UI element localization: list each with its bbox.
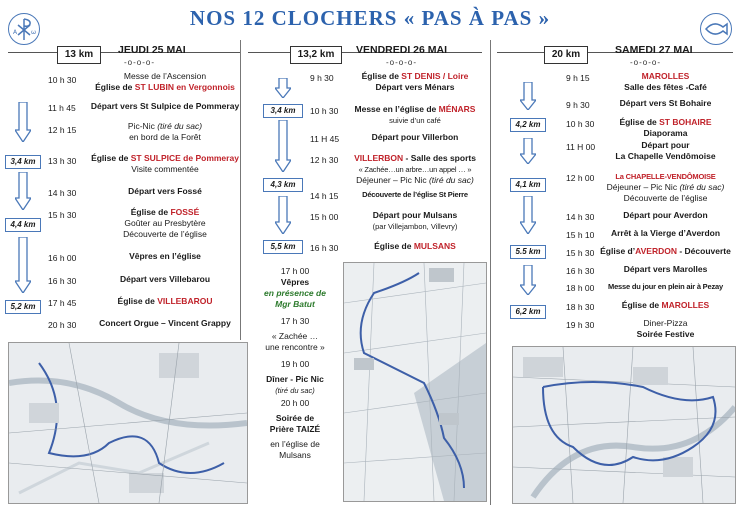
day2-km-box: 13,2 km	[290, 46, 342, 64]
day1-label: JEUDI 25 MAI	[118, 44, 186, 56]
day3-time: 15 h 10	[566, 230, 595, 240]
day1-activity: Pic-Nic (tiré du sac) en bord de la Forêt	[127, 121, 203, 142]
day1-time: 12 h 15	[48, 125, 77, 135]
day2-time: 16 h 30	[310, 243, 339, 253]
day3-leg-4: 6,2 km	[510, 305, 546, 319]
arrow-down-icon	[520, 265, 536, 300]
day3-activity: Église de MAROLLES	[621, 300, 710, 310]
day3-leg-3: 5.5 km	[510, 245, 546, 259]
svg-text:ω: ω	[31, 29, 37, 36]
day2-leg-1: 3,4 km	[263, 104, 303, 118]
day2-time: 14 h 15	[310, 191, 339, 201]
svg-text:A: A	[13, 29, 18, 36]
day1-time: 15 h 30	[48, 210, 77, 220]
map-day2	[343, 262, 487, 502]
day1-km-box: 13 km	[57, 46, 101, 64]
day3-leg-2: 4,1 km	[510, 178, 546, 192]
day3-activity: Départ pour Averdon	[623, 210, 708, 220]
arrow-down-icon	[15, 102, 31, 147]
day1-time: 11 h 45	[48, 103, 76, 113]
day2-activity: Église de MULSANS	[374, 241, 456, 251]
day3-activity: Église d’AVERDON - Découverte	[600, 246, 731, 256]
day1-leg-3: 5,2 km	[5, 300, 41, 314]
day3-activity: Arrêt à la Vierge d’Averdon	[610, 228, 721, 238]
day2-label: VENDREDI 26 MAI	[356, 44, 448, 56]
fish-icon	[700, 13, 732, 45]
arrow-down-icon	[520, 196, 536, 239]
day3-activity: Départ vers St Bohaire	[619, 98, 712, 108]
day3-time: 9 h 15	[566, 73, 590, 83]
day2-activity: Découverte de l’église St Pierre	[362, 190, 468, 199]
day3-deco: -o-o-o-	[630, 58, 662, 67]
day2-time: 9 h 30	[310, 73, 334, 83]
day1-activity: Église de ST SULPICE de Pommeray Visite commentée	[91, 153, 239, 174]
arrow-down-icon	[520, 138, 536, 169]
day1-time: 20 h 30	[48, 320, 77, 330]
day3-time: 9 h 30	[566, 100, 590, 110]
day1-time: 14 h 30	[48, 188, 77, 198]
arrow-down-icon	[15, 172, 31, 215]
day1-activity: Départ vers Fossé	[128, 186, 202, 196]
day3-km-box: 20 km	[544, 46, 588, 64]
day2-activity: Messe en l’église de MÉNARS suivie d’un café	[354, 104, 476, 125]
day3-time: 14 h 30	[566, 212, 595, 222]
map-day1	[8, 342, 248, 504]
day1-activity: Concert Orgue – Vincent Grappy	[99, 318, 231, 328]
day1-activity: Vêpres en l’église	[129, 251, 201, 261]
day2-leg-3: 5,5 km	[263, 240, 303, 254]
day3-time: 18 h 30	[566, 302, 595, 312]
day3-activity: Départ pour La Chapelle Vendômoise	[615, 140, 716, 161]
day2-time: 12 h 30	[310, 155, 339, 165]
day2-activity: Départ pour Villerbon	[371, 132, 459, 142]
day1-time: 13 h 30	[48, 156, 77, 166]
day2-time: 11 H 45	[310, 134, 340, 144]
day1-activity: Église de VILLEBAROU	[117, 296, 213, 306]
day2-activity: Église de ST DENIS / Loire Départ vers Ménars	[361, 71, 469, 92]
day1-leg-1: 3,4 km	[5, 155, 41, 169]
day2-leg-2: 4,3 km	[263, 178, 303, 192]
day2-time: 10 h 30	[310, 106, 339, 116]
chi-rho-icon	[8, 13, 40, 45]
day3-time: 12 h 00	[566, 173, 595, 183]
day2-activity: Départ pour Mulsans (par Villejambon, Villevry)	[372, 210, 458, 231]
day3-time: 18 h 00	[566, 283, 595, 293]
day2-deco: -o-o-o-	[386, 58, 418, 67]
day1-time: 16 h 30	[48, 276, 77, 286]
day2-activity: VILLERBON - Salle des sports « Zachée…un arbre…un appel … » Déjeuner – Pic Nic (tiré du sac)	[354, 153, 476, 185]
day3-activity: Messe du jour en plein air à Pezay	[608, 282, 723, 291]
arrow-down-icon	[15, 237, 31, 298]
day3-activity: MAROLLES Salle des fêtes -Café	[624, 71, 707, 92]
day3-time: 19 h 30	[566, 320, 595, 330]
day2-evening: 17 h 00 Vêpres en présence de Mgr Batut 17 h 30 « Zachée … une rencontre » 19 h 00 Dîner - Pic Nic (tiré du sac) 20 h 00 Soirée de Prière TAIZÉ en l’église de Mulsans	[264, 266, 326, 460]
day3-leg-1: 4,2 km	[510, 118, 546, 132]
day3-label: SAMEDI 27 MAI	[615, 44, 693, 56]
day3-time: 10 h 30	[566, 119, 595, 129]
day1-activity: Messe de l’Ascension Église de ST LUBIN en Vergonnois	[95, 71, 235, 92]
day3-activity: La CHAPELLE-VENDÔMOISE Déjeuner – Pic Nic (tiré du sac) Découverte de l’église	[606, 172, 725, 203]
arrow-down-icon	[520, 82, 536, 115]
day3-activity: Diner-Pizza Soirée Festive	[636, 318, 695, 339]
arrow-down-icon	[275, 78, 291, 103]
day1-activity: Église de FOSSÉ Goûter au Presbytère Découverte de l’église	[123, 207, 207, 239]
day1-deco: -o-o-o-	[124, 58, 156, 67]
day1-time: 10 h 30	[48, 75, 77, 85]
map-day3	[512, 346, 736, 504]
day3-time: 15 h 30	[566, 248, 595, 258]
day3-activity: Église de ST BOHAIRE Diaporama	[619, 117, 712, 138]
day2-time: 15 h 00	[310, 212, 339, 222]
day3-activity: Départ vers Marolles	[623, 264, 708, 274]
arrow-down-icon	[275, 196, 291, 239]
day1-leg-2: 4,4 km	[5, 218, 41, 232]
day1-activity: Départ vers Villebarou	[119, 274, 211, 284]
day1-time: 16 h 00	[48, 253, 77, 263]
arrow-down-icon	[275, 120, 291, 177]
day3-time: 11 H 00	[566, 142, 596, 152]
day1-activity: Départ vers St Sulpice de Pommeray	[90, 101, 240, 111]
day3-time: 16 h 30	[566, 266, 595, 276]
day1-time: 17 h 45	[48, 298, 77, 308]
page-title: NOS 12 CLOCHERS « PAS À PAS »	[189, 6, 551, 30]
